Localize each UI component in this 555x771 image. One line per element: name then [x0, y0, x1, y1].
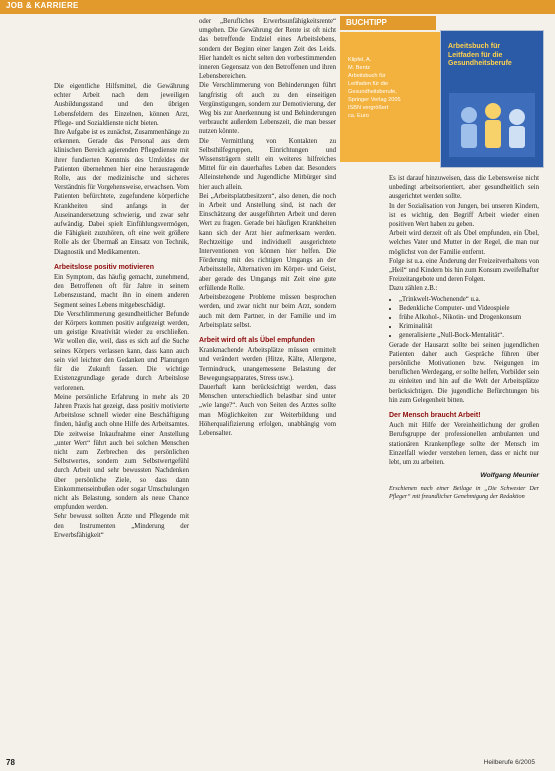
paragraph: Die Verschlimmerung von Behinderungen führt langfristig oft auch zu den einseitigen Vergünstigungen, sondern zur Demotivierung, der Weg bis zur Anerkennung ist und Behinderungen verbraucht außerdem Lebenszeit, die man besser nutzen könnte. — [199, 82, 336, 136]
list-item: • frühe Alkohol-, Nikotin- und Drogenkonsum — [399, 313, 539, 322]
paragraph: Ein Symptom, das häufig gemacht, zunehmend, den Betroffenen oft für Jahre in seinem Lebenszustand, macht ihn in einem anderen Segment seines Lebens mitgebeschädigt. — [54, 274, 189, 309]
section-label: JOB & KARRIERE — [6, 1, 79, 10]
page-number: 78 — [6, 758, 15, 767]
book-cover-title: Arbeitsbuch für Leitfaden für die Gesundheitsberufe — [448, 43, 512, 67]
paragraph: Es ist darauf hinzuweisen, dass die Lebensweise nicht unbedingt arbeitsorientiert, aber gesundheitlich sein ausgerichtet werden sollte. — [389, 175, 539, 201]
list-item: • „Trinkwelt-Wochenende“ u.a. — [399, 295, 539, 304]
paragraph: Dazu zählen z.B.: — [389, 285, 438, 293]
subheading: Arbeit wird oft als Übel empfunden — [199, 336, 315, 344]
book-cover-illustration-icon — [449, 93, 535, 157]
paragraph: oder „Berufliches Erwerbsunfähigkeitsrente“ umgehen. Die Gewährung der Rente ist oft nicht das betreffende Endziel eines Arbeitslebens, sondern der Beginn einer langen Zeit des Leids. Hier handelt es nicht selten den vorbestimmenden inneren Gegensatz von den Betroffenen und ihren Lebensbereichen. — [199, 18, 336, 81]
bullet-list — [389, 295, 539, 341]
paragraph: Auch mit Hilfe der Vereinheitlichung der großen Berufsgruppe der professionellen ambulanten und stationären Krankenpflege sollte der Mensch im Einzelfall wieder verstehen lernen, dass er nicht nur lebt, um zu arbeiten. — [389, 422, 539, 467]
article-column-1 — [54, 82, 189, 540]
booktip-label: BUCHTIPP — [340, 16, 436, 30]
list-item: • Bedenkliche Computer- und Videospiele — [399, 304, 539, 313]
source-note: Erschienen nach einer Beilage in „Die Schwester Der Pfleger“ mit freundlicher Genehmigung der Redaktion — [389, 484, 539, 500]
issue-label: Heilberufe 6/2005 — [483, 759, 535, 766]
section-header-bar — [0, 0, 555, 14]
paragraph: Die Verschlimmerung gesundheitlicher Befunde der Körpers kommen positiv aufgezeigt werden, um geistige Kreativität wieder zu erschließen. Wir wollen die, weil, dass es sich auf die Suche seines Körpers verlassen kann, dass kann auch sein viel leichter den Gedanken und Planungen für die Zukunft fassen. Die wichtige Existenzgrundlage gerade durch Arbeitslose verlorenen. — [54, 310, 189, 392]
article-column-3 — [389, 174, 539, 501]
book-cover-image — [440, 30, 544, 168]
paragraph: Dauerhaft kann berücksichtigt werden, dass Menschen unterschiedlich belastbar sind unter „wie lange?“. Auch von Seiten des Arztes sollte man Möglichkeiten zur Weiterbildung und Höherqualifizierung erfolgen, unabhängig vom Lebensalter. — [199, 383, 336, 437]
subheading: Arbeitslose positiv motivieren — [54, 263, 154, 271]
list-item: • Kriminalität — [399, 322, 539, 331]
paragraph: Folge ist u.a. eine Änderung der Freizeitverhaltens von „Heil“ und Kindern bis hin zum Konsum zweifelhafter Freizeitangebote und deren Folgen. — [389, 257, 539, 284]
paragraph: Krankmachende Arbeitsplätze müssen ermittelt und verändert werden (Hitze, Kälte, Allergene, Termindruck, unangemessene Belastung der Bewegungsapparates, Stress usw.). — [199, 347, 336, 382]
subheading: Der Mensch braucht Arbeit! — [389, 412, 481, 420]
paragraph: Arbeitsbezogene Probleme müssen besprochen werden, und zwar nicht nur beim Arzt, sondern auch mit dem Partner, in der Familie und im Arbeitsplatz selbst. — [199, 294, 336, 329]
paragraph: Gerade der Hausarzt sollte bei seinen jugendlichen Patienten daher auch Gespräche führen über persönliche Motivationen bzw. Neigungen im beruflichen Werdegang, er sollte helfen, Vorbilder sein zu einleiten und hin auf die Welt der Arbeitsplätze berücksichtigen. Die jugendliche Befürchtungen bis hin zum Gelegenheit bitten. — [389, 341, 539, 404]
paragraph: In der Sozialisation von Jungen, bei unseren Kindern, ist es wichtig, den Begriff Arbeit wieder einen positiven Wert haben zu geben. — [389, 202, 539, 229]
article-column-2 — [199, 17, 336, 438]
list-item: • generalisierte „Null-Bock-Mentalität“. — [399, 331, 539, 340]
paragraph: Ihre Aufgabe ist es zunächst, Zusammenhänge zu erkennen. Gerade das Personal aus dem klinischen Bereich agierenden Pflegedienste mit ihrer fundierten Kenntnis des Umfeldes der Patienten übernehmen hier eine herausragende Rolle, aus der medizinische und sicheres Verständnis für Vorgehensweise, erwachsen. Vom Patienten befürchtete, zugefundene körperliche Krankheiten sind anfangs in der Auseinandersetzung schwierig, und zwar sehr aufwändig. Dabei spielt Einfühlungsvermögen, die Fähigkeit zuzuhören, oft eine weit größere Rolle als der Übermaß an Einsatz von Technik, Diagnostik und Medikamenten. — [54, 129, 189, 256]
paragraph: Meine persönliche Erfahrung in mehr als 20 Jahren Praxis hat gezeigt, dass positiv motivierte Arbeitslose schnell wieder eine Beschäftigung finden, häufig auch ohne Hilfe des Arbeitsamtes. Die zeitweise Inkaufnahme einer Anstellung „unter Wert“ führt auch bei solchen Menschen nicht zum Zerbrechen des persönlichen Selbstwertes, sondern zum Selbstwertgefühl durch Arbeit und sehr bewussten Nachdenken über persönliche Ziele, so dass dann Einkommenseinbußen oder sogar Umschulungen nicht als Belastung, sondern als neue Chance empfunden werden. — [54, 393, 189, 512]
paragraph: Die Vermittlung von Kontakten zu Selbsthilfegruppen, Einrichtungen und Wissensträgern stellt ein weiteres hilfreiches Mittel für ein dauerhaftes Leben dar. Besonders Alleinstehende und Jugendliche Mitbürger sind hier auch allein. — [199, 137, 336, 191]
paragraph: Arbeit wird derzeit oft als Übel empfunden, ein Übel, welches Vater und Mutter in der Regel, die man nur möglichst von der Familie entfernt. — [389, 230, 539, 256]
paragraph: Die eigentliche Hilfsmittel, die Gewährung echter Arbeit nach dem jeweiligen Ausbildungsstand und den übrigen Lebensfeldern des Einzelnen, können Arzt, Pflege- und Sozialdienste nicht bieten. — [54, 83, 189, 127]
author-name: Wolfgang Meunier — [480, 472, 539, 480]
booktip-info: Klipfel, A. M. Bentz Arbeitsbuch für Leitfaden für die Gesundheitsberufe, Springer Verlag 2005 ISBN vergrößert ca. Euro — [348, 57, 401, 119]
paragraph: Bei „Arbeitsplatzbesitzern“, also denen, die noch in Arbeit und Anstellung sind, ist nach der Einschätzung der ausgeführten Arbeit und deren Wert zu fragen. Gerade bei häufigen Krankheiten kann sich der Arzt hier aufmerksam werden. Rechtzeitige und individuell ausgerichtete Interventionen von können hier helfen. Die Förderung mit des richtigen Umgangs an der Arbeitsstelle, Alternativen im Körper- und Geist, aber gerade des Umgangs mit Zeit eine gute erfüllende Rolle. — [199, 192, 336, 292]
paragraph: Sehr bewusst sollten Ärzte und Pflegende mit den Instrumenten „Minderung der Erwerbsfähigkeit“ — [54, 513, 189, 539]
